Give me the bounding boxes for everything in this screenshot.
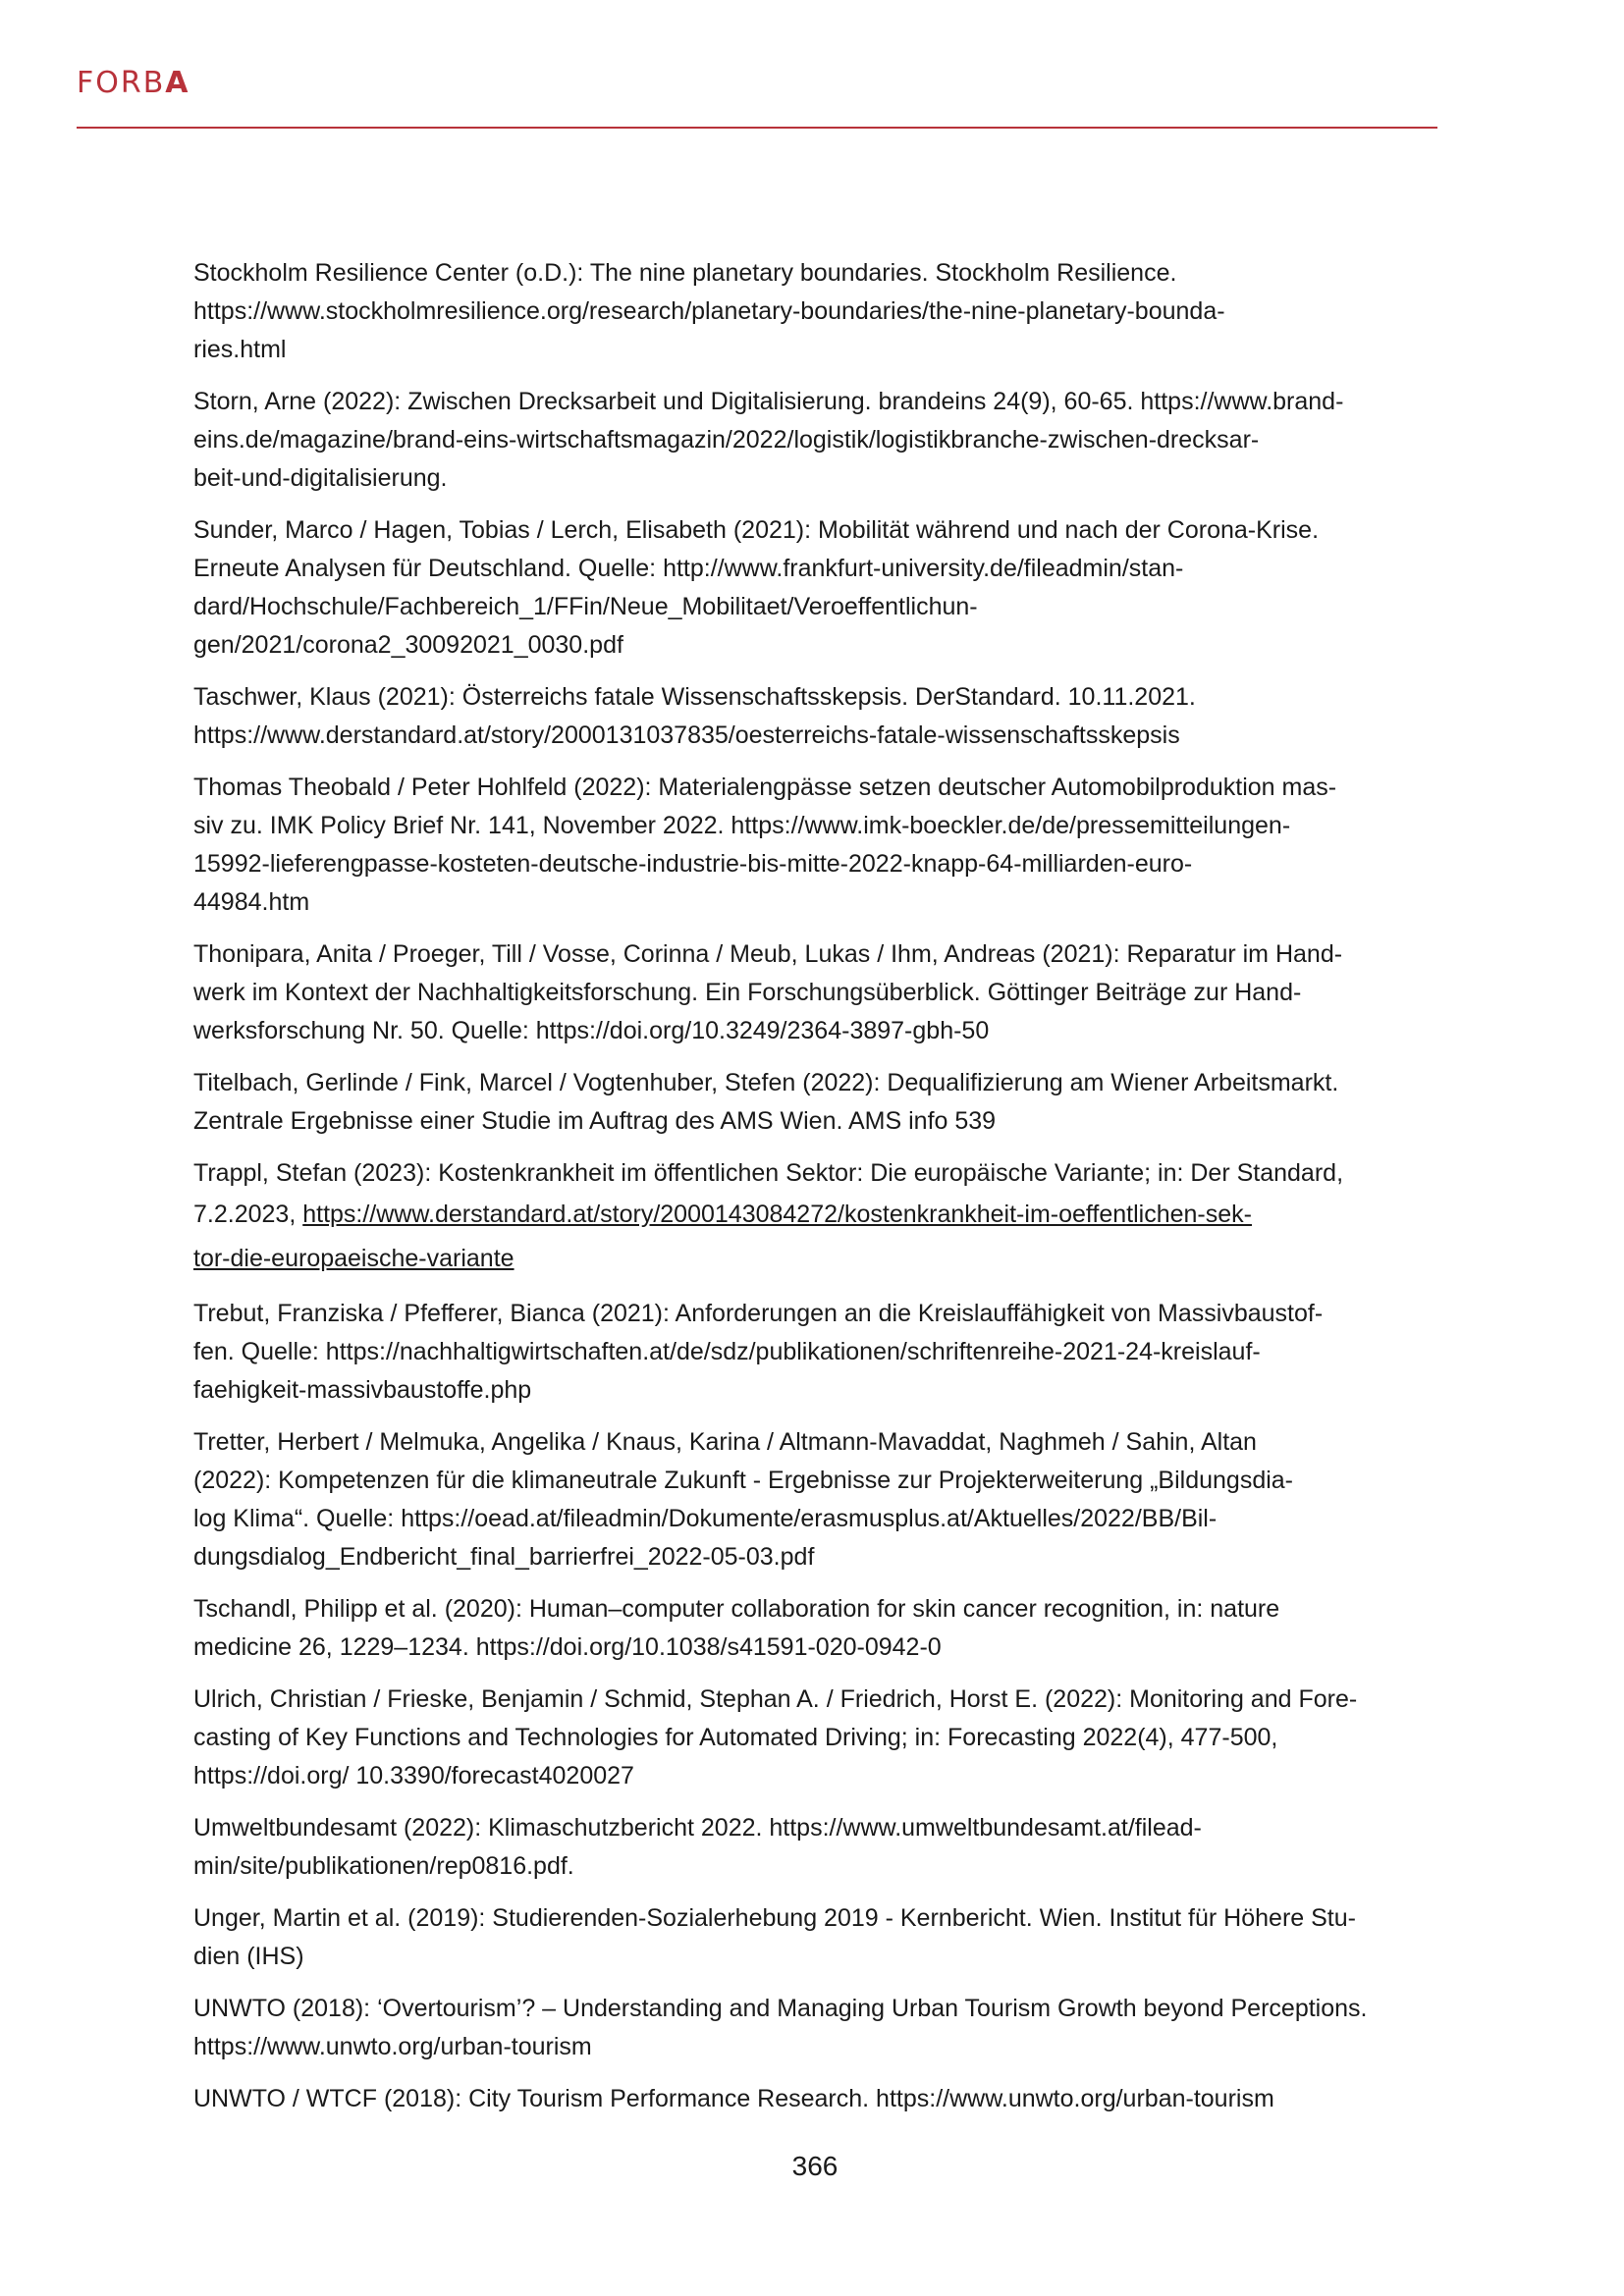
- reference-line: Umweltbundesamt (2022): Klimaschutzbericht 2022. https://www.umweltbundesamt.at/filead-: [193, 1814, 1202, 1842]
- reference-line: UNWTO / WTCF (2018): City Tourism Performance Research. https://www.unwto.org/urban-tourism: [193, 2085, 1274, 2112]
- reference-line: Taschwer, Klaus (2021): Österreichs fatale Wissenschaftsskepsis. DerStandard. 10.11.2021.: [193, 683, 1196, 711]
- reference-entry: [193, 1154, 1440, 1281]
- reference-line: Trappl, Stefan (2023): Kostenkrankheit im öffentlichen Sektor: Die europäische Variante; in: Der Standard,: [193, 1159, 1344, 1187]
- page-number: 366: [791, 2151, 839, 2181]
- reference-line: log Klima“. Quelle: https://oead.at/fileadmin/Dokumente/erasmusplus.at/Aktuelles/2022/BB/Bil-: [193, 1505, 1218, 1532]
- reference-entry: [193, 678, 1440, 755]
- reference-line: medicine 26, 1229–1234. https://doi.org/10.1038/s41591-020-0942-0: [193, 1633, 942, 1661]
- reference-entry: [193, 1809, 1440, 1886]
- reference-line: Ulrich, Christian / Frieske, Benjamin / Schmid, Stephan A. / Friedrich, Horst E. (2022): Monitoring and Fore-: [193, 1685, 1358, 1713]
- reference-entry: [193, 1590, 1440, 1667]
- reference-entry: [193, 1423, 1440, 1576]
- reference-entry: [193, 1295, 1440, 1410]
- reference-line: beit-und-digitalisierung.: [193, 464, 448, 492]
- reference-line: Stockholm Resilience Center (o.D.): The nine planetary boundaries. Stockholm Resilience.: [193, 259, 1177, 287]
- reference-line: Thonipara, Anita / Proeger, Till / Vosse, Corinna / Meub, Lukas / Ihm, Andreas (2021): Reparatur im Hand-: [193, 940, 1343, 968]
- reference-line: https://www.derstandard.at/story/2000131037835/oesterreichs-fatale-wissenschaftsskepsis: [193, 721, 1180, 749]
- reference-line: [193, 1193, 1440, 1237]
- reference-entry: [193, 2080, 1440, 2118]
- reference-link[interactable]: tor-die-europaeische-variante: [193, 1245, 514, 1272]
- reference-entry: [193, 1681, 1440, 1795]
- reference-line: Sunder, Marco / Hagen, Tobias / Lerch, Elisabeth (2021): Mobilität während und nach der Corona-Krise.: [193, 516, 1320, 544]
- reference-line: dien (IHS): [193, 1943, 304, 1970]
- reference-entry: [193, 1064, 1440, 1141]
- reference-line: faehigkeit-massivbaustoffe.php: [193, 1376, 532, 1404]
- reference-line: casting of Key Functions and Technologies for Automated Driving; in: Forecasting 2022(4), 477-500,: [193, 1724, 1278, 1751]
- reference-line: min/site/publikationen/rep0816.pdf.: [193, 1852, 574, 1880]
- reference-line: Storn, Arne (2022): Zwischen Drecksarbeit und Digitalisierung. brandeins 24(9), 60-65. https://www.brand-: [193, 388, 1344, 415]
- reference-line: siv zu. IMK Policy Brief Nr. 141, November 2022. https://www.imk-boeckler.de/de/pressemitteilungen-: [193, 812, 1291, 839]
- header-rule: [77, 127, 1437, 129]
- reference-line: UNWTO (2018): ‘Overtourism’? – Understanding and Managing Urban Tourism Growth beyond Perceptions.: [193, 1995, 1368, 2022]
- reference-line: dungsdialog_Endbericht_final_barrierfrei_2022-05-03.pdf: [193, 1543, 815, 1571]
- reference-line: Erneute Analysen für Deutschland. Quelle: http://www.frankfurt-university.de/fileadmin/stan-: [193, 555, 1184, 582]
- reference-entry: [193, 1990, 1440, 2066]
- reference-entry: [193, 1899, 1440, 1976]
- reference-line: Titelbach, Gerlinde / Fink, Marcel / Vogtenhuber, Stefen (2022): Dequalifizierung am Wiener Arbeitsmarkt.: [193, 1069, 1339, 1096]
- reference-line: Zentrale Ergebnisse einer Studie im Auftrag des AMS Wien. AMS info 539: [193, 1107, 997, 1135]
- reference-link[interactable]: https://www.derstandard.at/story/2000143084272/kostenkrankheit-im-oeffentlichen-sek-: [302, 1201, 1252, 1228]
- page-header: [77, 66, 1437, 100]
- reference-line: dard/Hochschule/Fachbereich_1/FFin/Neue_Mobilitaet/Veroeffentlichun-: [193, 593, 978, 620]
- reference-line: https://doi.org/ 10.3390/forecast4020027: [193, 1762, 634, 1789]
- reference-line: werk im Kontext der Nachhaltigkeitsforschung. Ein Forschungsüberblick. Göttinger Beiträge zur Hand-: [193, 979, 1302, 1006]
- reference-line: eins.de/magazine/brand-eins-wirtschaftsmagazin/2022/logistik/logistikbranche-zwischen-drecksar-: [193, 426, 1260, 454]
- reference-line: 44984.htm: [193, 888, 310, 916]
- reference-line: Thomas Theobald / Peter Hohlfeld (2022): Materialengpässe setzen deutscher Automobilproduktion mas-: [193, 774, 1337, 801]
- reference-entry: [193, 769, 1440, 922]
- reference-entry: [193, 935, 1440, 1050]
- reference-line: https://www.unwto.org/urban-tourism: [193, 2033, 592, 2060]
- reference-line: Trebut, Franziska / Pfefferer, Bianca (2021): Anforderungen an die Kreislauffähigkeit von Massivbaustof-: [193, 1300, 1324, 1327]
- reference-entry: [193, 254, 1440, 369]
- reference-line: Tschandl, Philipp et al. (2020): Human–computer collaboration for skin cancer recognition, in: nature: [193, 1595, 1280, 1623]
- reference-line: gen/2021/corona2_30092021_0030.pdf: [193, 631, 623, 659]
- reference-line: [193, 1237, 1440, 1281]
- reference-text: 7.2.2023,: [193, 1201, 303, 1228]
- reference-line: 15992-lieferengpasse-kosteten-deutsche-industrie-bis-mitte-2022-knapp-64-milliarden-euro-: [193, 850, 1193, 878]
- reference-line: fen. Quelle: https://nachhaltigwirtschaften.at/de/sdz/publikationen/schriftenreihe-2021-24-kreislauf-: [193, 1338, 1261, 1365]
- reference-entry: [193, 383, 1440, 498]
- reference-line: Tretter, Herbert / Melmuka, Angelika / Knaus, Karina / Altmann-Mavaddat, Naghmeh / Sahin, Altan: [193, 1428, 1257, 1456]
- reference-line: ries.html: [193, 336, 287, 363]
- reference-line: (2022): Kompetenzen für die klimaneutrale Zukunft - Ergebnisse zur Projekterweiterung „Bildungsdia-: [193, 1467, 1294, 1494]
- reference-entry: [193, 511, 1440, 665]
- reference-line: https://www.stockholmresilience.org/research/planetary-boundaries/the-nine-planetary-bounda-: [193, 297, 1225, 325]
- reference-line: Unger, Martin et al. (2019): Studierenden-Sozialerhebung 2019 - Kernbericht. Wien. Institut für Höhere Stu-: [193, 1904, 1356, 1932]
- forba-logo: FORBA: [77, 66, 190, 100]
- reference-line: werksforschung Nr. 50. Quelle: https://doi.org/10.3249/2364-3897-gbh-50: [193, 1017, 990, 1044]
- reference-list: [193, 254, 1440, 2132]
